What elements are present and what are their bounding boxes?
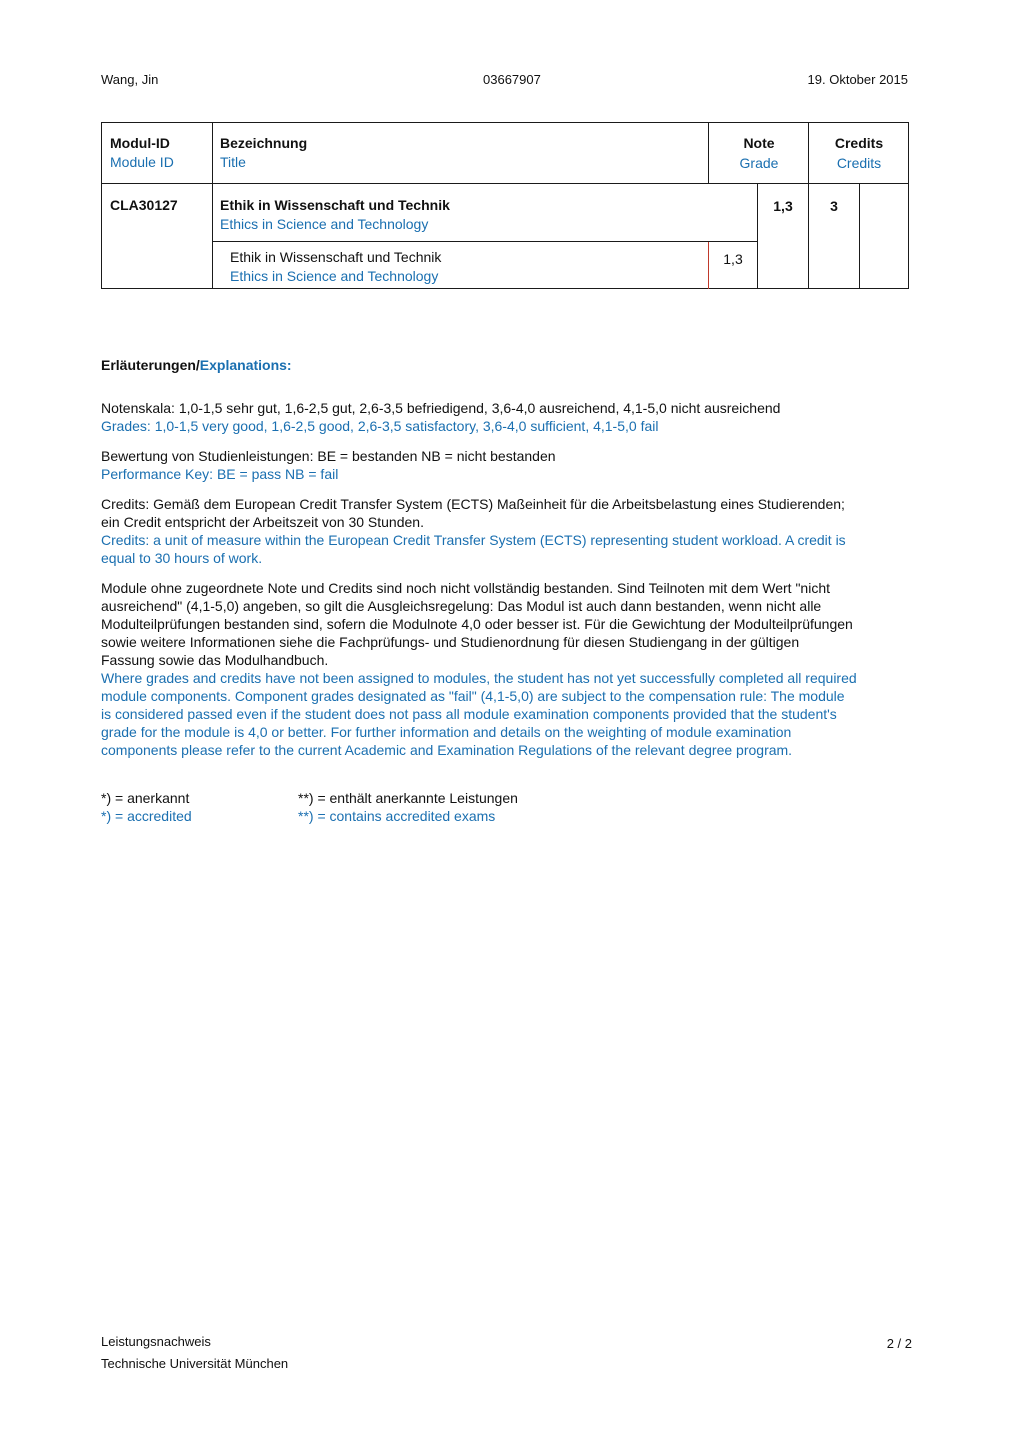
module-grade: 1,3 (773, 198, 793, 214)
column-divider-title-header (708, 122, 709, 184)
student-id: 03667907 (483, 72, 541, 87)
performance-key-section (101, 447, 941, 483)
credits-en-line: equal to 30 hours of work. (101, 550, 263, 566)
modules-en-line: module components. Component grades designated as "fail" (4,1-5,0) are subject to the compensation rule: The module (101, 688, 845, 704)
column-divider-id (212, 122, 213, 289)
component-grade: 1,3 (723, 251, 743, 267)
legend-accredited-en: *) = accredited (101, 808, 192, 824)
modules-de-line: ausreichend" (4,1-5,0) angeben, so gilt die Ausgleichsregelung: Das Modul ist auch dann bestanden, wenn nicht alle (101, 598, 822, 614)
grade-scale-en: Grades: 1,0-1,5 very good, 1,6-2,5 good, 2,6-3,5 satisfactory, 3,6-4,0 sufficient, 4,1-5,0 fail (101, 418, 659, 434)
modules-de-line: Fassung sowie das Modulhandbuch. (101, 652, 329, 668)
module-title: Ethik in Wissenschaft und Technik (220, 197, 450, 213)
col-header-title: Bezeichnung (220, 135, 308, 151)
modules-de-line: Modulteilprüfungen bestanden sind, sofern die Modulnote 4,0 oder besser ist. Für die Gewichtung der Modulteilprüfungen (101, 616, 853, 632)
credits-de-line: ein Credit entspricht der Arbeitszeit von 30 Stunden. (101, 514, 424, 530)
modules-de-line: sowie weitere Informationen siehe die Fachprüfungs- und Studienordnung für diesen Studiengang in der gültigen (101, 634, 800, 650)
col-header-module-id-en: Module ID (110, 154, 174, 170)
footer-document-type: Leistungsnachweis (101, 1334, 211, 1349)
page-number: 2 / 2 (886, 1336, 912, 1351)
table-border-left (101, 122, 102, 289)
legend-contains-de: **) = enthält anerkannte Leistungen (298, 790, 518, 806)
grade-scale-section (101, 399, 941, 435)
student-name: Wang, Jin (101, 72, 159, 87)
modules-de-line: Module ohne zugeordnete Note und Credits sind noch nicht vollständig bestanden. Sind Teilnoten mit dem Wert "nicht (101, 580, 831, 596)
col-header-module-id: Modul-ID (110, 135, 170, 151)
col-header-credits-en: Credits (836, 155, 882, 171)
component-row-separator (212, 241, 758, 242)
legend-accredited-de: *) = anerkannt (101, 790, 190, 806)
table-border-bottom (101, 288, 909, 289)
legend-contains-en: **) = contains accredited exams (298, 808, 496, 824)
modules-en-line: is considered passed even if the student does not pass all module examination components provided that the student's (101, 706, 837, 722)
explanations-heading (101, 356, 941, 374)
performance-key-en: Performance Key: BE = pass NB = fail (101, 466, 339, 482)
component-title: Ethik in Wissenschaft und Technik (230, 249, 442, 265)
col-header-credits: Credits (834, 135, 884, 151)
performance-key-de: Bewertung von Studienleistungen: BE = bestanden NB = nicht bestanden (101, 448, 556, 464)
modules-rule-section (101, 579, 941, 759)
module-id: CLA30127 (110, 197, 178, 213)
module-credits: 3 (830, 198, 838, 214)
footer-institution: Technische Universität München (101, 1356, 289, 1371)
table-border-top (101, 122, 909, 123)
document-date: 19. Oktober 2015 (807, 72, 908, 87)
credits-en-line: Credits: a unit of measure within the European Credit Transfer System (ECTS) representing student workload. A credit is (101, 532, 846, 548)
grades-table (101, 122, 909, 289)
modules-en-line: grade for the module is 4,0 or better. For further information and details on the weighting of module examination (101, 724, 792, 740)
credits-de-line: Credits: Gemäß dem European Credit Transfer System (ECTS) Maßeinheit für die Arbeitsbelastung eines Studierenden; (101, 496, 845, 512)
table-header-separator (101, 183, 909, 184)
explanations-heading-en: Explanations: (199, 357, 292, 373)
col-header-grade: Note (743, 135, 775, 151)
col-header-grade-en: Grade (739, 155, 779, 171)
modules-en-line: Where grades and credits have not been assigned to modules, the student has not yet successfully completed all required (101, 670, 857, 686)
component-title-en: Ethics in Science and Technology (230, 268, 439, 284)
col-header-title-en: Title (220, 154, 246, 170)
credits-section (101, 495, 941, 567)
explanations-heading-de: Erläuterungen/ (101, 357, 200, 373)
modules-en-line: components please refer to the current Academic and Examination Regulations of the relevant degree program. (101, 742, 793, 758)
column-divider-credits (859, 184, 860, 289)
grade-scale-de: Notenskala: 1,0-1,5 sehr gut, 1,6-2,5 gut, 2,6-3,5 befriedigend, 3,6-4,0 ausreichend, 4,1-5,0 nicht ausreichend (101, 400, 781, 416)
legend (101, 789, 941, 825)
module-title-en: Ethics in Science and Technology (220, 216, 429, 232)
